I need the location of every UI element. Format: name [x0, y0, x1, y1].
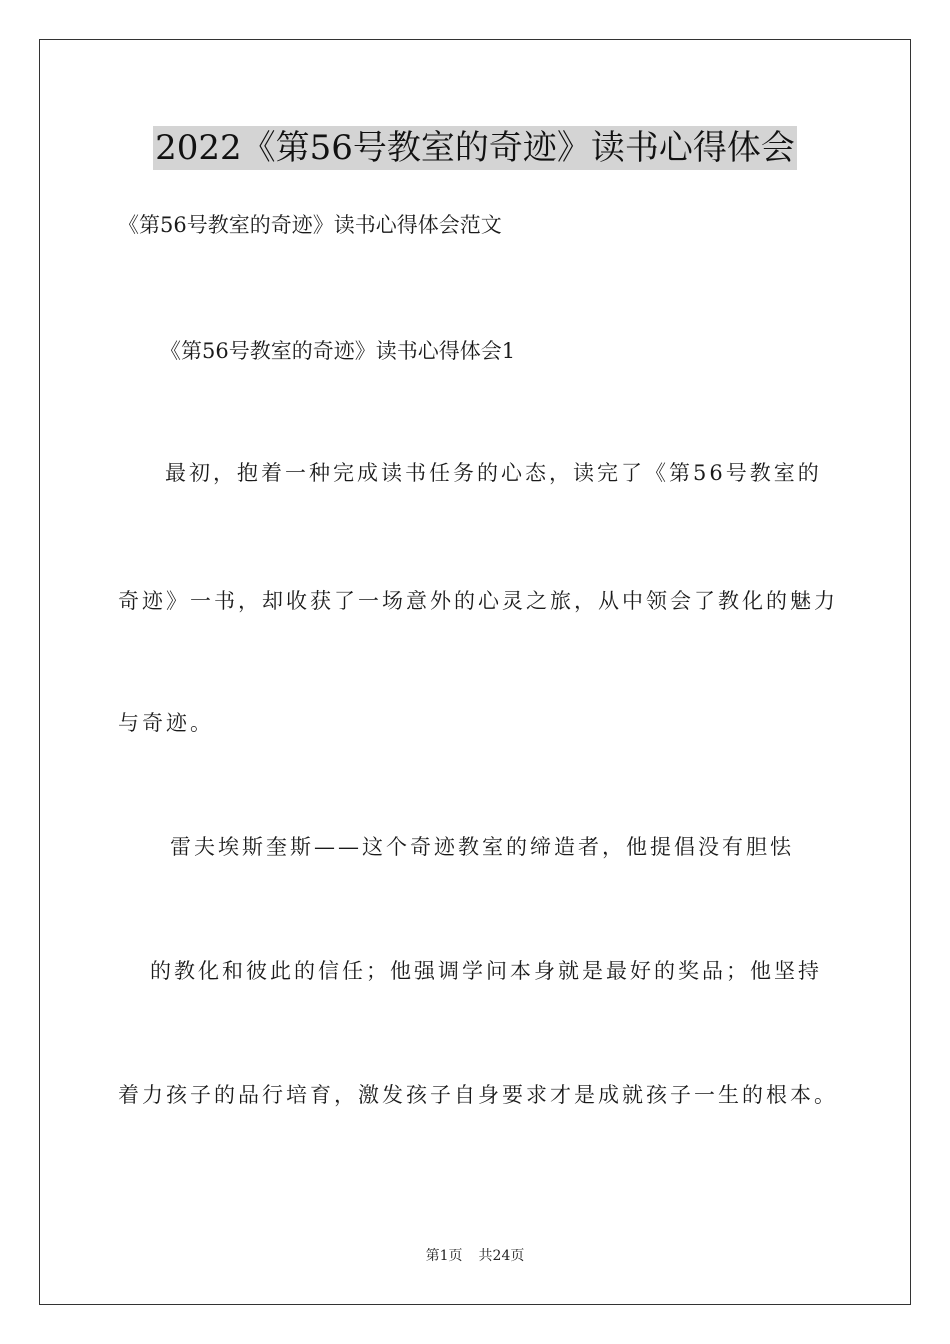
paragraph-line: 着力孩子的品行培育，激发孩子自身要求才是成就孩子一生的根本。 [118, 1083, 838, 1107]
paragraph-line: 与奇迹。 [118, 711, 214, 735]
paragraph-line: 的教化和彼此的信任；他强调学问本身就是最好的奖品；他坚持 [150, 959, 822, 983]
paragraph-line: 奇迹》一书，却收获了一场意外的心灵之旅，从中领会了教化的魅力 [118, 589, 838, 613]
page-total: 共24页 [478, 1248, 525, 1264]
document-subtitle: 《第56号教室的奇迹》读书心得体会范文 [118, 213, 502, 237]
section-heading: 《第56号教室的奇迹》读书心得体会1 [160, 339, 516, 363]
paragraph-line: 雷夫埃斯奎斯——这个奇迹教室的缔造者，他提倡没有胆怯 [170, 835, 794, 859]
document-title: 2022《第56号教室的奇迹》读书心得体会 [155, 128, 795, 168]
paragraph-line: 最初，抱着一种完成读书任务的心态，读完了《第56号教室的 [165, 461, 822, 485]
page-number: 第1页 [425, 1248, 463, 1264]
title-container [0, 126, 950, 170]
page-footer [0, 1246, 950, 1266]
